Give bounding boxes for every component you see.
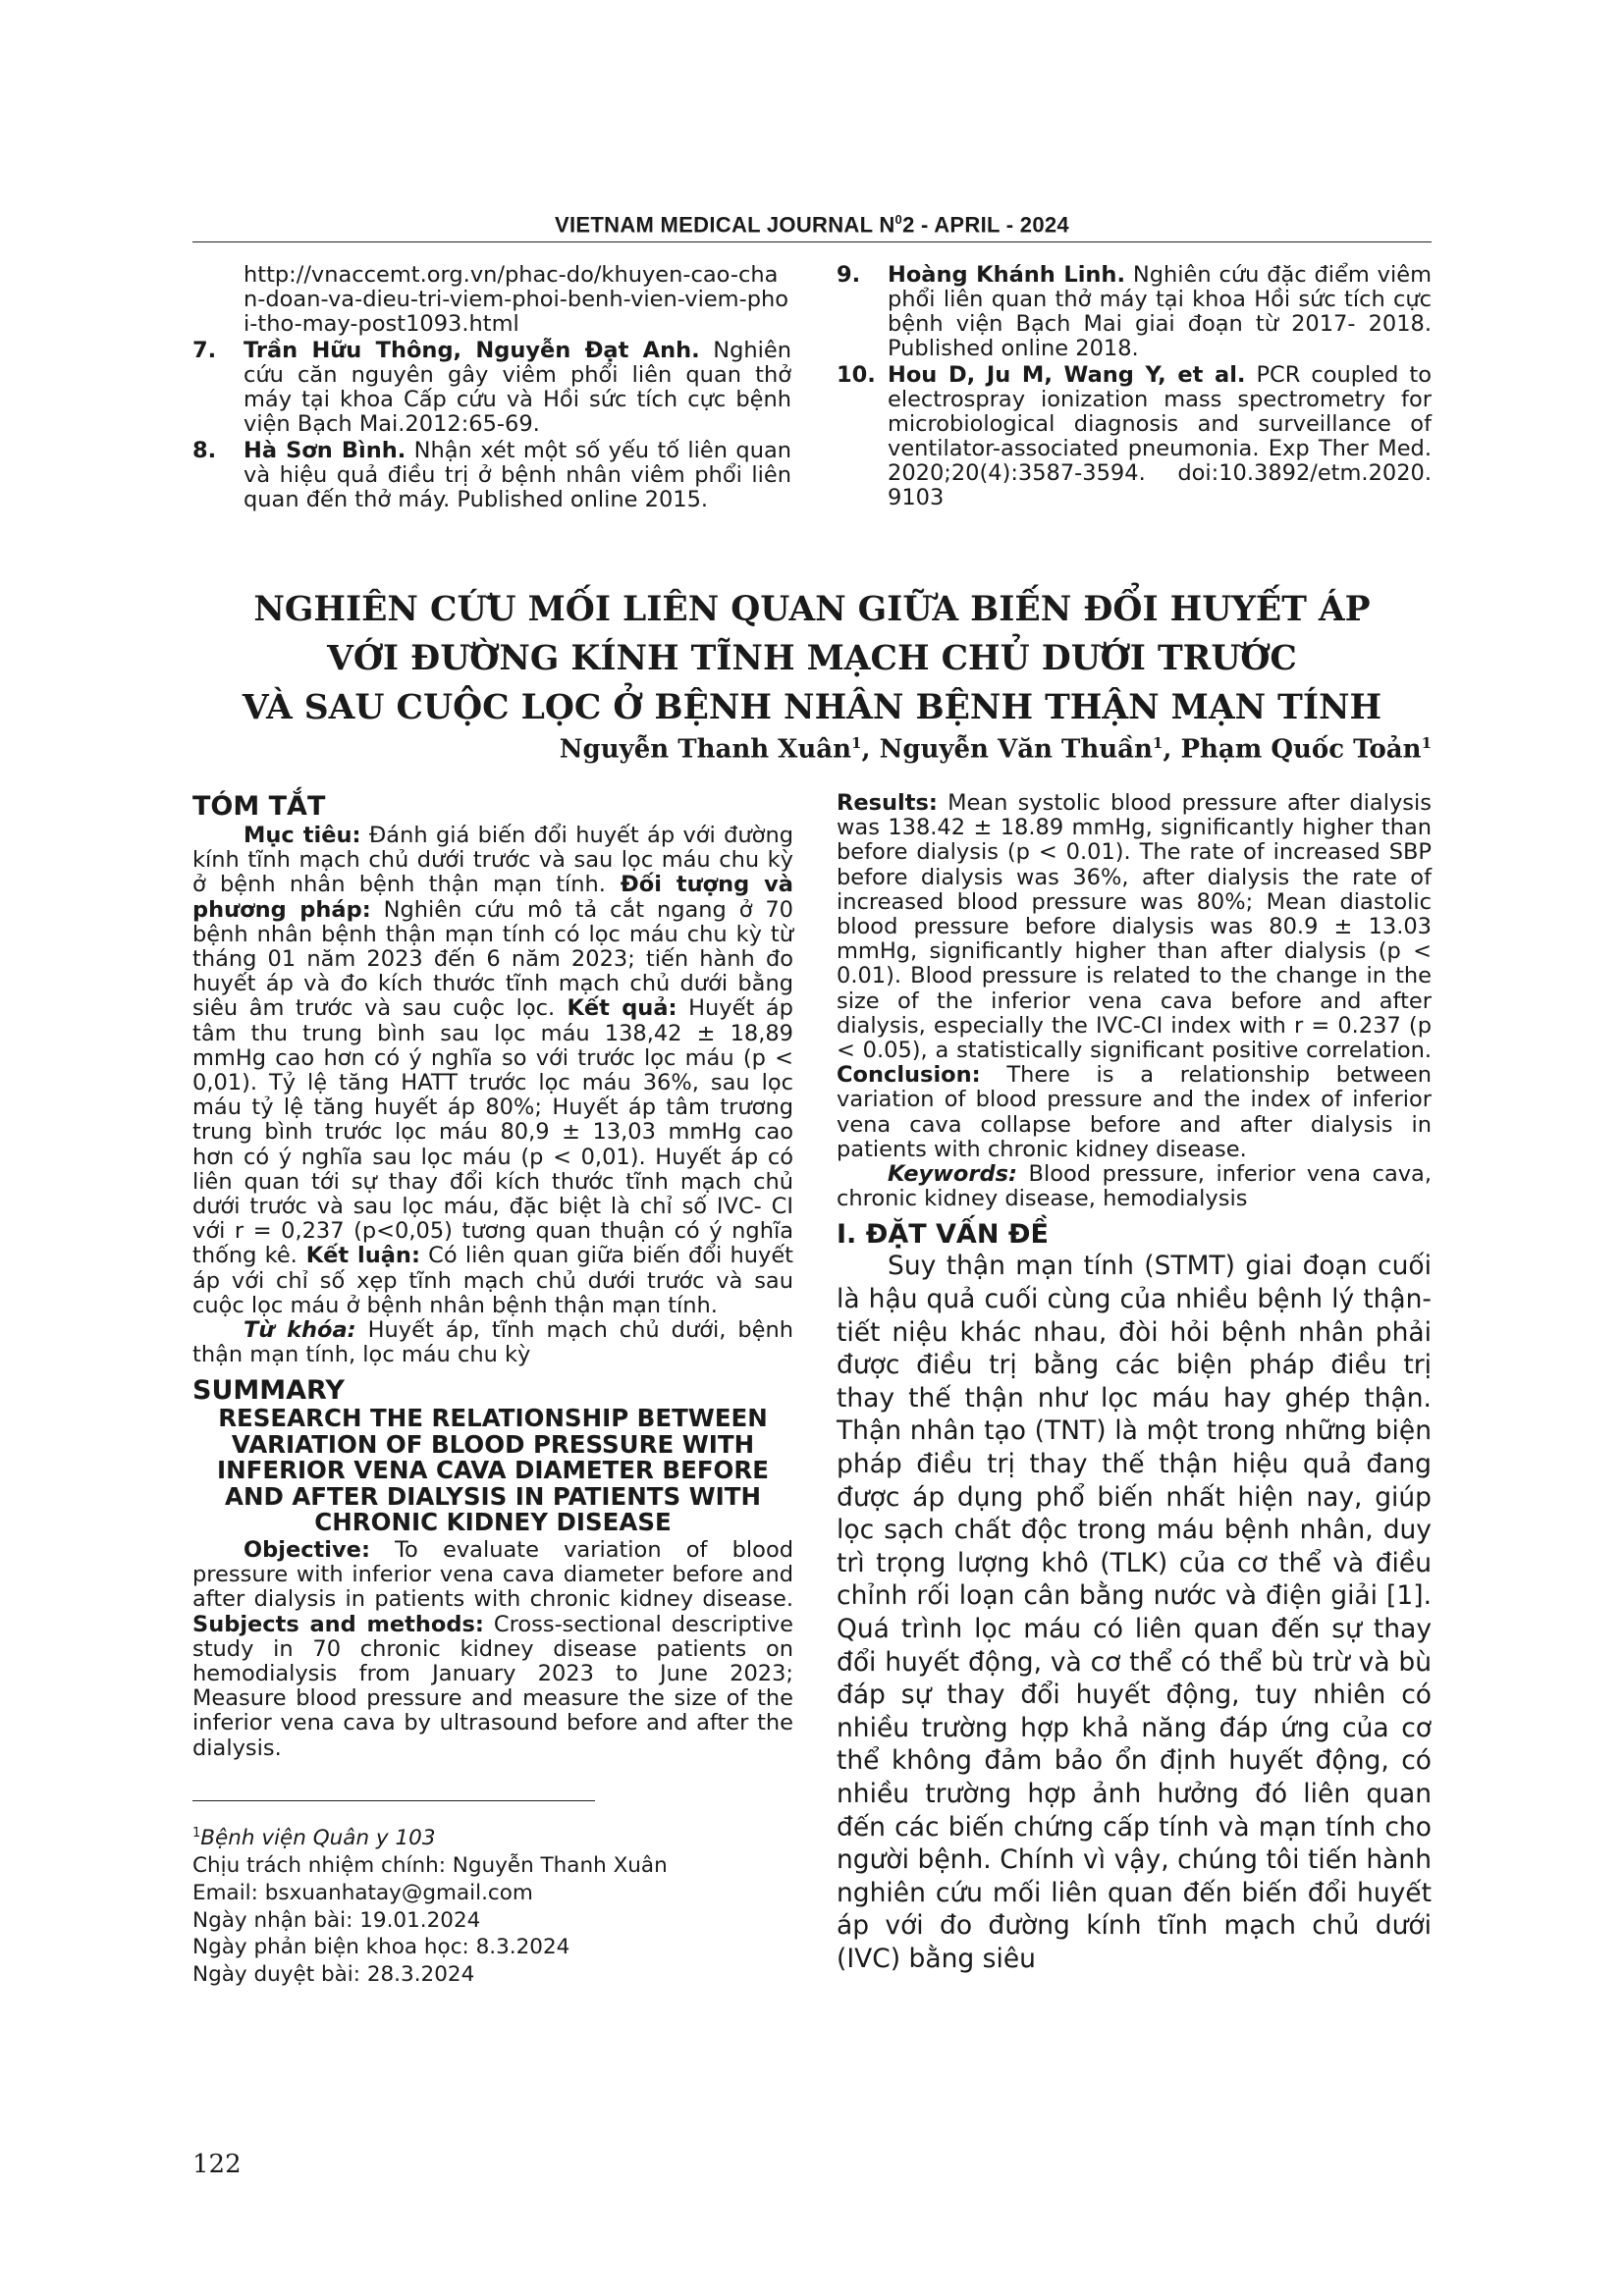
ket-qua-text: Huyết áp tâm thu trung bình sau lọc máu 138,42 ± 18,89 mmHg cao hơn có ý nghĩa so với trước lọc máu (p < 0,01). Tỷ lệ tăng HATT trước lọc máu 36%, sau lọc máu tỷ lệ tăng huyết áp 80%; Huyết áp tâm trương trung bình trước lọc máu 80,9 ± 13,03 mmHg cao hơn có ý nghĩa sau lọc máu (p < 0,01). Huyết áp có liên quan tới sự thay đổi kích thước tĩnh mạch chủ dưới trước và sau lọc máu, đặc biệt là chỉ số IVC- CI với r = 0,237 (p<0,05) tương quan thuận có ý nghĩa thống kê.	[192, 995, 793, 1269]
references-left	[192, 263, 791, 514]
left-column	[192, 791, 793, 1761]
author-separator: ,	[1163, 734, 1181, 765]
reference-authors: Hou D, Ju M, Wang Y, et al.	[888, 362, 1246, 388]
subjects-label: Subjects and methods:	[192, 1611, 484, 1637]
summary-body-continued	[837, 791, 1432, 1162]
summary-heading: SUMMARY	[192, 1375, 345, 1407]
author-affiliation: 1	[851, 734, 862, 752]
tu-khoa-text: Huyết áp, tĩnh mạch chủ dưới, bệnh thận mạn tính, lọc máu chu kỳ	[192, 1317, 793, 1368]
footnote-responsible: Chịu trách nhiệm chính: Nguyễn Thanh Xuân	[192, 1852, 668, 1878]
right-column	[837, 791, 1432, 1976]
reference-7	[192, 339, 791, 437]
footnote-rule	[192, 1800, 595, 1801]
footnote-aff-number: 1	[192, 1826, 201, 1841]
reference-text: Nhận xét một số yếu tố liên quan và hiệu quả điều trị ở bệnh nhân viêm phổi liên quan đến thở máy. Published online 2015.	[244, 438, 791, 512]
objective-text: To evaluate variation of blood pressure with inferior vena cava diameter before and after dialysis in patients with chronic kidney disease.	[192, 1536, 793, 1613]
keywords-text: Blood pressure, inferior vena cava, chronic kidney disease, hemodialysis	[837, 1161, 1432, 1212]
summary-body-start	[192, 1538, 793, 1761]
tom-tat-body	[192, 824, 793, 1318]
tu-khoa	[192, 1318, 793, 1367]
conclusion-text: There is a relationship between variation of blood pressure and the index of inferior vena cava collapse before and after dialysis in patients with chronic kidney disease.	[837, 1062, 1432, 1162]
ket-luan-label: Kết luận:	[297, 1243, 420, 1269]
article-title	[192, 585, 1432, 732]
intro-heading: I. ĐẶT VẤN ĐỀ	[837, 1219, 1049, 1251]
footnote-received: Ngày nhận bài: 19.01.2024	[192, 1907, 481, 1933]
subjects-text: Cross-sectional descriptive study in 70 chronic kidney disease patients on hemodialysis from January 2023 to June 2023; Measure blood pressure and measure the size of the inferior vena cava by ultrasound before and after the dialysis.	[192, 1611, 793, 1761]
results-label: Results:	[837, 790, 938, 816]
footnotes	[192, 1820, 703, 1989]
footnote-reviewed: Ngày phản biện khoa học: 8.3.2024	[192, 1935, 570, 1960]
keywords-label: Keywords:	[888, 1161, 1017, 1188]
reference-text: Nghiên cứu căn nguyên gây viêm phổi liên quan thở máy tại khoa Cấp cứu và Hồi sức tích cực bệnh viện Bạch Mai.2012:65-69.	[244, 338, 791, 437]
reference-url-text: http://vnaccemt.org.vn/phac-do/khuyen-cao-chan-doan-va-dieu-tri-viem-phoi-benh-vien-viem-phoi-tho-may-post1093.html	[244, 262, 789, 337]
author-affiliation: 1	[1421, 734, 1432, 752]
ket-luan-text: Có liên quan giữa biến đổi huyết áp với chỉ số xẹp tĩnh mạch chủ dưới trước và sau cuộc lọc máu ở bệnh nhân bệnh thận mạn tính.	[192, 1243, 794, 1318]
reference-10	[837, 363, 1432, 510]
reference-text: PCR coupled to electrospray ionization mass spectrometry for microbiological diagnosis and surveillance of ventilator-associated pneumonia. Exp Ther Med. 2020;20(4):3587-3594. doi:10.3892/etm.2020. 9103	[888, 362, 1432, 510]
reference-number: 8.	[192, 438, 217, 463]
references-right	[837, 263, 1432, 512]
author-affiliation: 1	[1152, 734, 1164, 752]
author-name: Nguyễn Thanh Xuân	[559, 734, 852, 765]
journal-name: VIETNAM MEDICAL JOURNAL N	[555, 212, 895, 238]
doi-tuong-label: Đối tượng và phương pháp:	[192, 872, 793, 923]
reference-8	[192, 439, 791, 512]
reference-text: Nghiên cứu đặc điểm viêm phổi liên quan thở máy tại khoa Hồi sức tích cực bệnh viện Bạch Mai giai đoạn từ 2017- 2018. Published online 2018.	[888, 262, 1432, 361]
footnote-aff-text: Bệnh viện Quân y 103	[200, 1826, 436, 1851]
author-name: Nguyễn Văn Thuần	[879, 734, 1153, 765]
tom-tat-heading: TÓM TẮT	[192, 791, 326, 822]
muc-tieu-label: Mục tiêu:	[244, 823, 361, 848]
footnote-accepted: Ngày duyệt bài: 28.3.2024	[192, 1962, 475, 1988]
muc-tieu-text: Đánh giá biến đổi huyết áp với đường kính tĩnh mạch chủ dưới trước và sau lọc máu chu kỳ ở bệnh nhân bệnh thận mạn tính.	[192, 823, 793, 898]
journal-date: 2 - APRIL - 2024	[902, 212, 1069, 238]
intro-text: Suy thận mạn tính (STMT) giai đoạn cuối là hậu quả cuối cùng của nhiều bệnh lý thận-tiết niệu khác nhau, đòi hỏi bệnh nhân phải được điều trị bằng các biện pháp điều trị thay thế thận như lọc máu hay ghép thận. Thận nhân tạo (TNT) là một trong những biện pháp điều trị thay thế thận hiệu quả đang được áp dụng phổ biến nhất hiện nay, giúp lọc sạch chất độc trong máu bệnh nhân, duy trì trọng lượng khô (TLK) của cơ thể và điều chỉnh rối loạn cân bằng nước và điện giải [1]. Quá trình lọc máu có liên quan đến sự thay đổi huyết động, và cơ thể có thể bù trừ và bù đáp sự thay đổi huyết động, tuy nhiên có nhiều trường hợp khả năng đáp ứng của cơ thể không đảm bảo ổn định huyết động, có nhiều trường hợp ảnh hưởng đó liên quan đến các biến chứng cấp tính và mạn tính cho người bệnh. Chính vì vậy, chúng tôi tiến hành nghiên cứu mối liên quan đến biến đổi huyết áp với đo đường kính tĩnh mạch chủ dưới (IVC) bằng siêu	[837, 1251, 1432, 1974]
tu-khoa-label: Từ khóa:	[244, 1317, 356, 1344]
objective-label: Objective:	[244, 1536, 370, 1563]
page-number: 122	[192, 2150, 242, 2179]
reference-url	[192, 263, 791, 337]
reference-number: 10.	[837, 362, 876, 388]
author-separator: ,	[861, 734, 880, 765]
author-name: Phạm Quốc Toản	[1180, 734, 1422, 765]
footnote-email: Email: bsxuanhatay@gmail.com	[192, 1880, 533, 1905]
summary-title: RESEARCH THE RELATIONSHIP BETWEEN VARIATION OF BLOOD PRESSURE WITH INFERIOR VENA CAVA DIAMETER BEFORE AND AFTER DIALYSIS IN PATIENTS WITH CHRONIC KIDNEY DISEASE	[216, 1404, 769, 1537]
author-list	[560, 734, 1432, 765]
title-line-1: NGHIÊN CỨU MỐI LIÊN QUAN GIỮA BIẾN ĐỔI HUYẾT ÁP	[253, 590, 1371, 629]
conclusion-label: Conclusion:	[837, 1062, 981, 1089]
reference-authors: Trần Hữu Thông, Nguyễn Đạt Anh.	[244, 338, 700, 363]
title-line-3: VÀ SAU CUỘC LỌC Ở BỆNH NHÂN BỆNH THẬN MẠN TÍNH	[242, 688, 1382, 727]
header-rule	[192, 241, 1432, 242]
reference-9	[837, 263, 1432, 361]
journal-issue-sup: 0	[894, 212, 903, 227]
ket-qua-label: Kết quả:	[555, 995, 677, 1022]
results-text: Mean systolic blood pressure after dialysis was 138.42 ± 18.89 mmHg, significantly higher than before dialysis (p < 0.01). The rate of increased SBP before dialysis was 36%, after dialysis the rate of increased blood pressure was 80%; Mean diastolic blood pressure before dialysis was 80.9 ± 13.03 mmHg, significantly higher than after dialysis (p < 0.01). Blood pressure is related to the change in the size of the inferior vena cava before and after dialysis, especially the IVC-CI index with r = 0.237 (p < 0.05), a statistically significant positive correlation.	[837, 790, 1432, 1064]
footnote-affiliation	[192, 1820, 703, 1852]
reference-authors: Hà Sơn Bình.	[244, 438, 406, 463]
title-line-2: VỚI ĐƯỜNG KÍNH TĨNH MẠCH CHỦ DƯỚI TRƯỚC	[327, 639, 1297, 678]
doi-tuong-text: Nghiên cứu mô tả cắt ngang ở 70 bệnh nhân bệnh thận mạn tính có lọc máu chu kỳ từ tháng 01 năm 2023 đến 6 năm 2023; tiến hành đo huyết áp và đo kích thước tĩnh mạch chủ dưới bằng siêu âm trước và sau cuộc lọc.	[192, 896, 794, 1022]
reference-number: 9.	[837, 262, 861, 288]
reference-authors: Hoàng Khánh Linh.	[888, 262, 1125, 288]
keywords	[837, 1162, 1432, 1211]
reference-number: 7.	[192, 338, 217, 363]
running-header	[192, 212, 1432, 238]
